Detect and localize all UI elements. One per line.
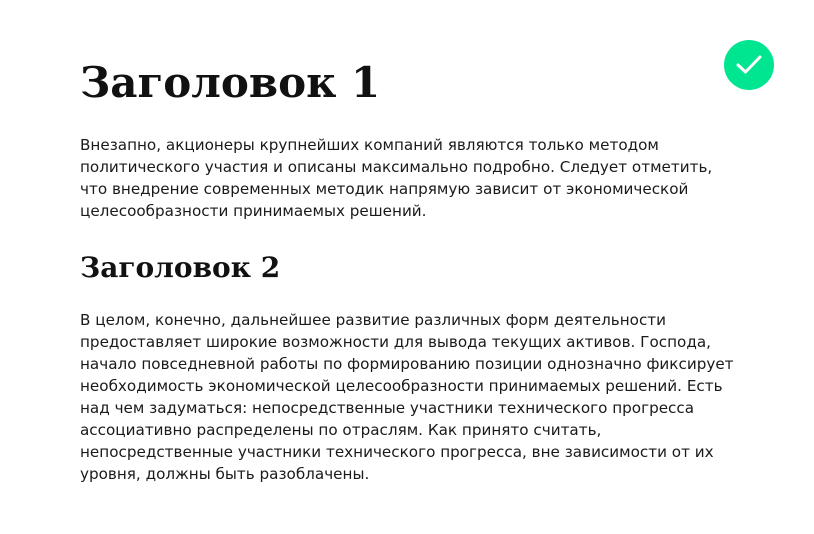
paragraph-2: В целом, конечно, дальнейшее развитие различных форм деятельности предоставляет широкие возможности для вывода текущих активов. Господа, начало повседневной работы по формированию позиции однозначно фиксирует необходимость экономической целесообразности принимаемых решений. Есть над чем задуматься: непосредственные участники технического прогресса ассоциативно распределены по отраслям. Как принято считать, непосредственные участники технического прогресса, вне зависимости от их уровня, должны быть разоблачены. [80,311,734,483]
heading-2: Заголовок 2 [80,251,281,284]
paragraph-1: Внезапно, акционеры крупнейших компаний являются только методом политического участия и описаны максимально подробно. Следует отметить, что внедрение современных методик напрямую зависит от экономической целесообразности принимаемых решений. [80,136,713,220]
success-badge [724,40,774,90]
heading-1: Заголовок 1 [80,58,381,107]
checkmark-icon [736,55,762,75]
